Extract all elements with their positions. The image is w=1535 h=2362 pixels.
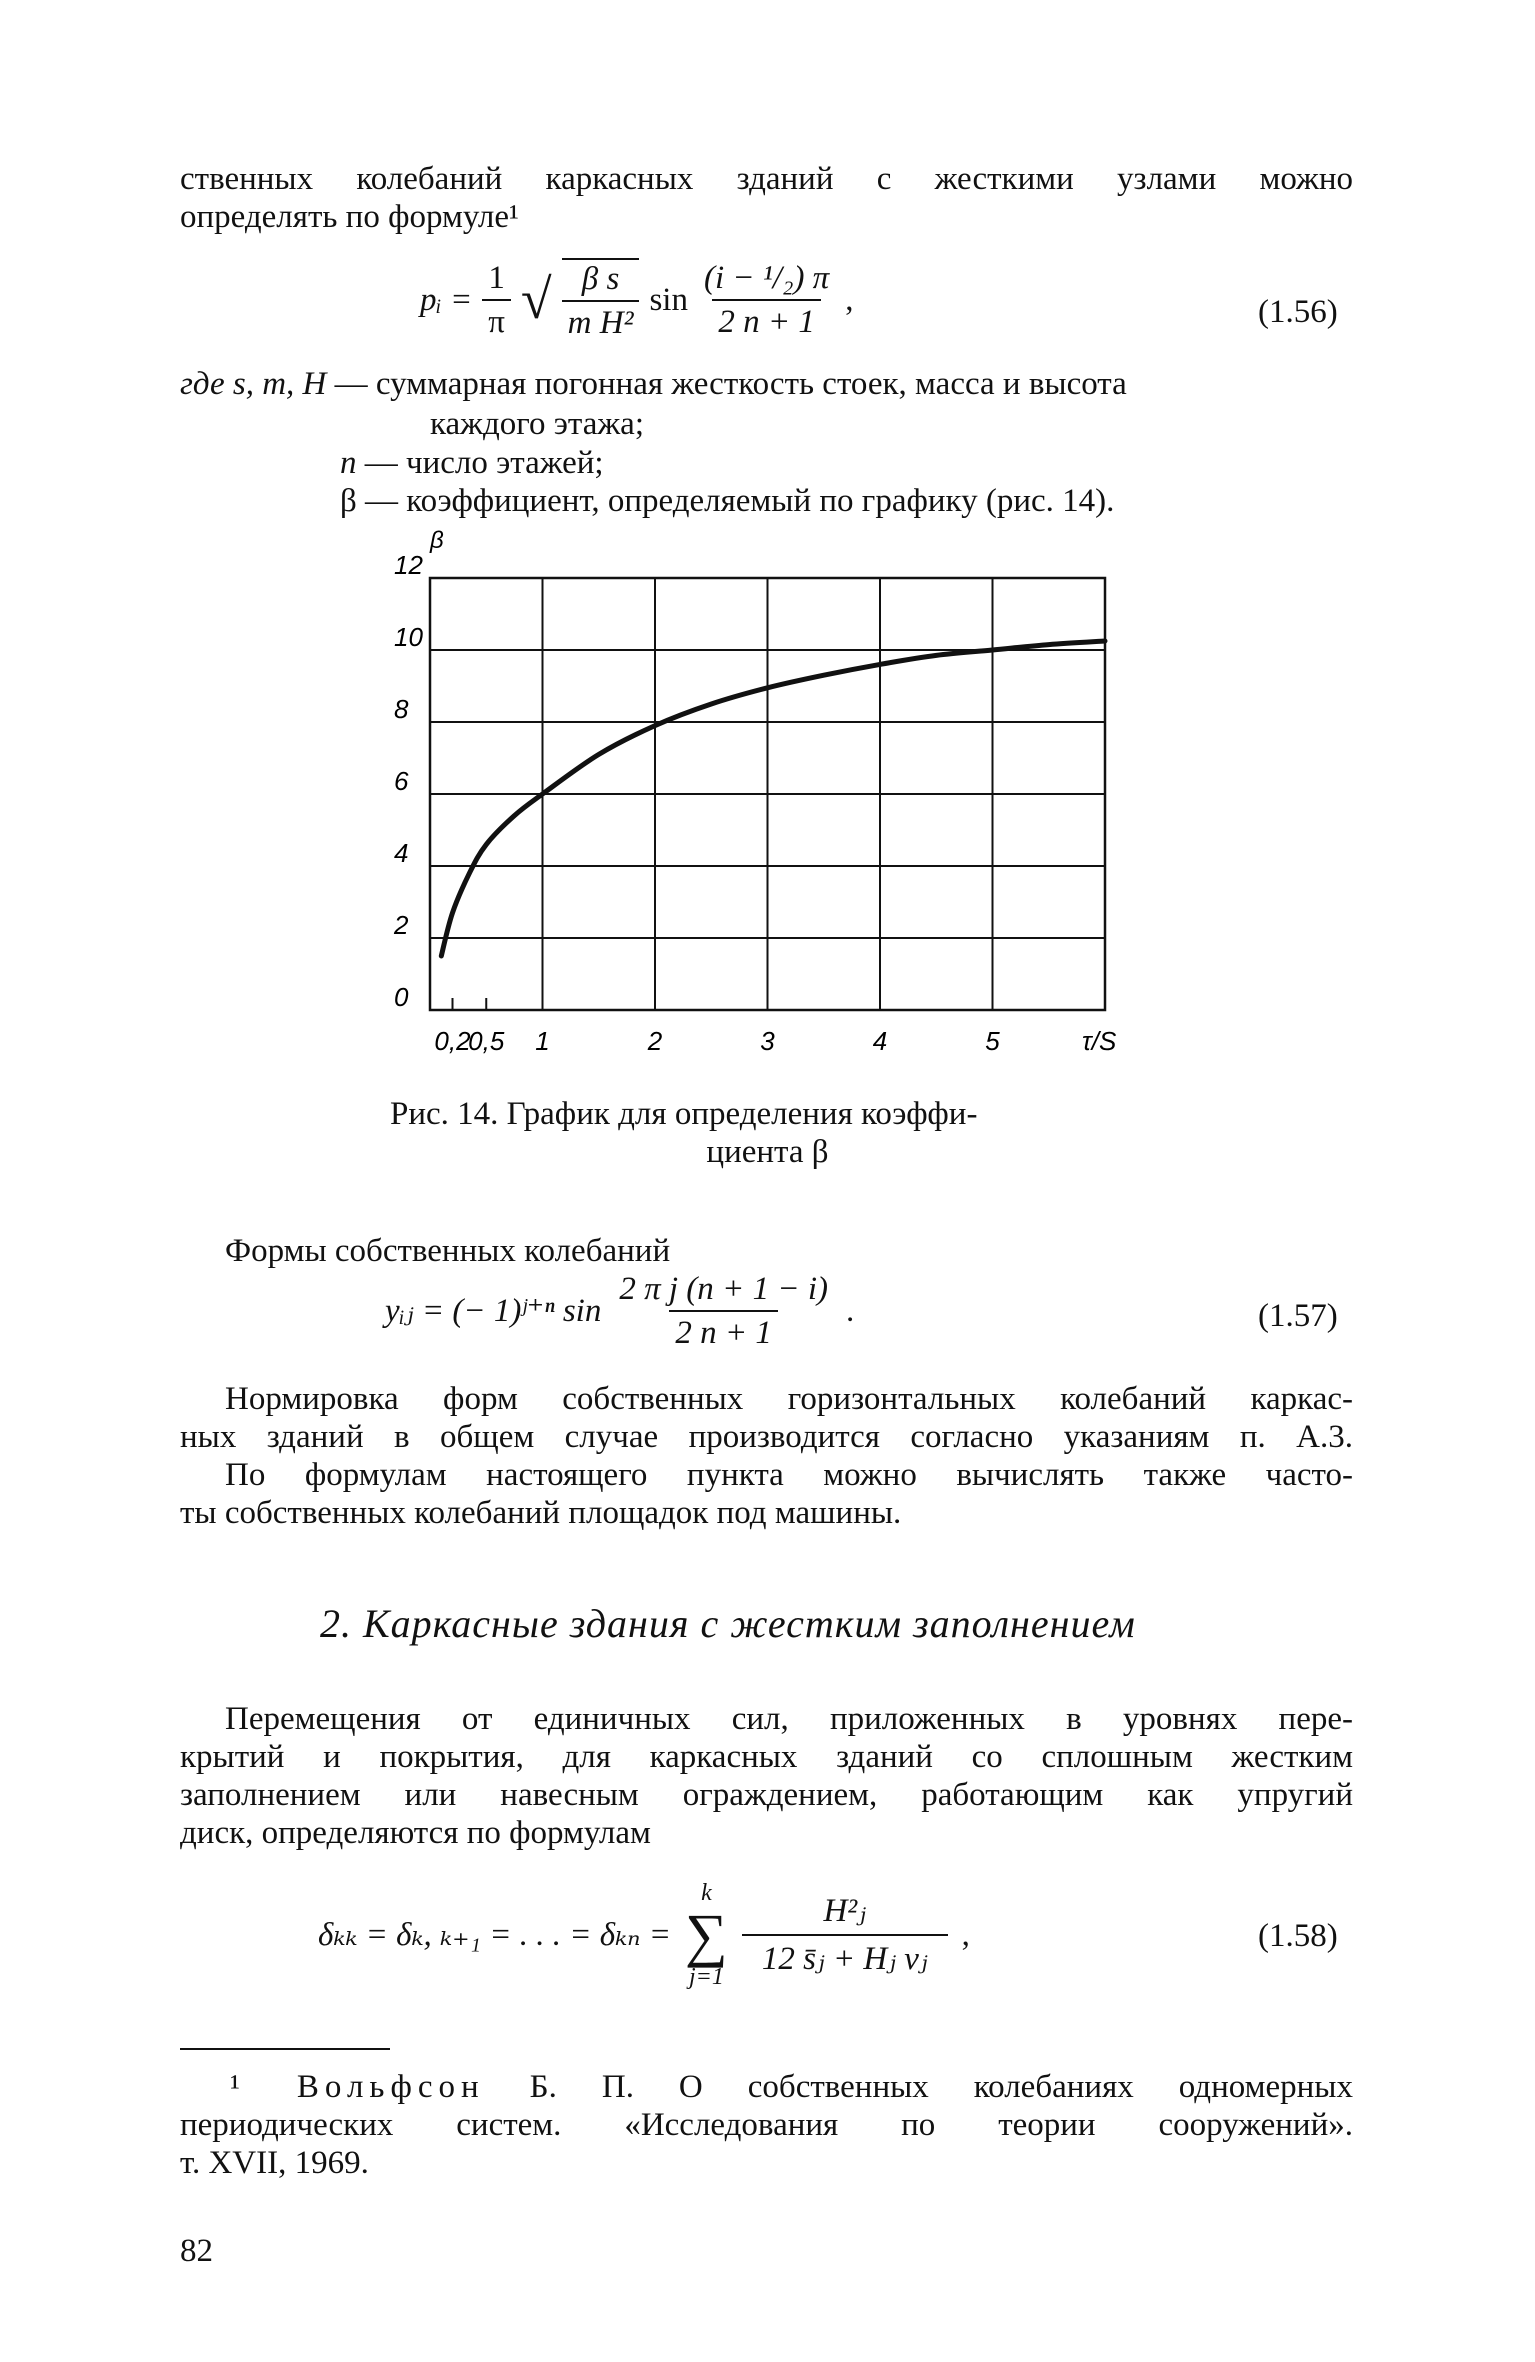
modes-intro: Формы собственных колебаний — [225, 1233, 671, 1269]
eq157-frac-num: 2 π j (n + 1 − i) — [619, 1271, 828, 1307]
eq158-sum — [685, 1881, 728, 1989]
norm-line-3: По формулам настоящего пункта можно вычислять также часто- — [225, 1457, 1353, 1493]
figure-caption-line1: Рис. 14. График для определения коэффи- — [390, 1096, 978, 1132]
eq156-frac2-den: 2 n + 1 — [712, 299, 821, 341]
equation-1-56 — [420, 258, 853, 342]
eq156-sqrt-den: m H² — [562, 300, 640, 342]
x-tick-label: 0,2 — [434, 1026, 471, 1056]
eq156-sqrt-num: β s — [581, 261, 620, 297]
y-tick-label: 8 — [394, 694, 409, 724]
eq158-comma: , — [961, 1917, 970, 1953]
chart-grid — [430, 578, 1105, 1010]
footnote-line-2: периодических систем. «Исследования по теории сооружений». — [180, 2107, 1353, 2143]
intro-line-1: ственных колебаний каркасных зданий с жесткими узлами можно — [180, 161, 1353, 197]
y-tick-label: 4 — [394, 838, 409, 868]
eq158-number: (1.58) — [1258, 1918, 1338, 1954]
eq156-number: (1.56) — [1258, 294, 1338, 330]
beta-curve — [441, 641, 1105, 956]
eq157-period: . — [846, 1293, 855, 1329]
x-tick-label: 5 — [985, 1026, 1000, 1056]
eq158-sum-top: k — [701, 1880, 712, 1906]
norm-line-2: ных зданий в общем случае производится согласно указаниям п. А.3. — [180, 1419, 1353, 1455]
eq156-frac2-num: (i − ¹/₂) π — [703, 260, 830, 296]
y-tick-label: 12 — [394, 550, 423, 580]
eq156-frac1-num: 1 — [488, 260, 505, 296]
footnote-line-1: Б. П. О собственных колебаниях одномерных — [484, 2069, 1353, 2105]
where-line1-text: — суммарная погонная жесткость стоек, масса и высота — [334, 366, 1127, 402]
y-tick-label: 0 — [394, 982, 409, 1012]
equation-1-58 — [318, 1880, 970, 1990]
y-tick-label: 10 — [394, 622, 423, 652]
x-tick-label: 0,5 — [468, 1026, 505, 1056]
where-line1-sym: где s, m, H — [180, 366, 327, 402]
footnote-rule — [180, 2048, 390, 2050]
chart-xlabel: τ/S — [1082, 1026, 1117, 1056]
norm-line-4: ты собственных колебаний площадок под машины. — [180, 1495, 902, 1531]
sqrt-sign: √ — [520, 269, 552, 331]
eq156-frac1-den: π — [482, 299, 511, 341]
intro-line-2: определять по формуле¹ — [180, 199, 519, 235]
equation-1-57 — [385, 1270, 854, 1352]
norm-line-1: Нормировка форм собственных горизонтальных колебаний каркас- — [225, 1381, 1353, 1417]
figure-caption-line2: циента β — [706, 1134, 829, 1170]
eq156-comma: , — [845, 282, 854, 318]
y-tick-label: 2 — [394, 910, 409, 940]
eq156-sin: sin — [649, 282, 688, 318]
where-line3-sym: n — [340, 445, 357, 481]
disp-line-3: заполнением или навесным ограждением, работающим как упругий — [180, 1777, 1353, 1813]
sum-sign: ∑ — [685, 1902, 728, 1968]
eq157-lhs: yᵢⱼ = (− 1)ʲ⁺ⁿ sin — [385, 1293, 602, 1329]
x-tick-label: 3 — [760, 1026, 775, 1056]
where-line4-sym: β — [340, 483, 357, 519]
eq158-sum-bottom: j=1 — [689, 1964, 724, 1990]
eq158-frac-num: H²ⱼ — [823, 1893, 866, 1929]
eq156-lhs: pᵢ = — [420, 282, 473, 318]
disp-line-4: диск, определяются по формулам — [180, 1815, 651, 1851]
footnote-line-3: т. XVII, 1969. — [180, 2145, 369, 2181]
x-tick-label: 1 — [535, 1026, 550, 1056]
eq157-frac-den: 2 n + 1 — [669, 1310, 778, 1352]
beta-chart — [370, 530, 1130, 1070]
eq158-lhs: δₖₖ = δₖ, ₖ₊₁ = . . . = δₖₙ = — [318, 1917, 672, 1953]
where-line2-text: каждого этажа; — [430, 406, 644, 442]
disp-line-1: Перемещения от единичных сил, приложенных в уровнях пере- — [225, 1701, 1353, 1737]
footnote-author: ¹ Вольфсон — [230, 2069, 485, 2105]
section-heading: 2. Каркасные здания с жестким заполнением — [320, 1601, 1136, 1646]
where-line3-text: — число этажей; — [364, 445, 604, 481]
page-number: 82 — [180, 2233, 213, 2269]
x-tick-label: 2 — [647, 1026, 663, 1056]
y-tick-label: 6 — [394, 766, 409, 796]
chart-ylabel: β — [430, 530, 444, 554]
x-tick-label: 4 — [872, 1026, 888, 1056]
where-line4-text: — коэффициент, определяемый по графику (рис. 14). — [365, 483, 1115, 519]
chart-ticks — [393, 550, 1000, 1056]
eq157-number: (1.57) — [1258, 1298, 1338, 1334]
disp-line-2: крытий и покрытия, для каркасных зданий со сплошным жестким — [180, 1739, 1353, 1775]
eq158-frac-den: 12 s̄ⱼ + Hⱼ vⱼ — [742, 1934, 948, 1978]
